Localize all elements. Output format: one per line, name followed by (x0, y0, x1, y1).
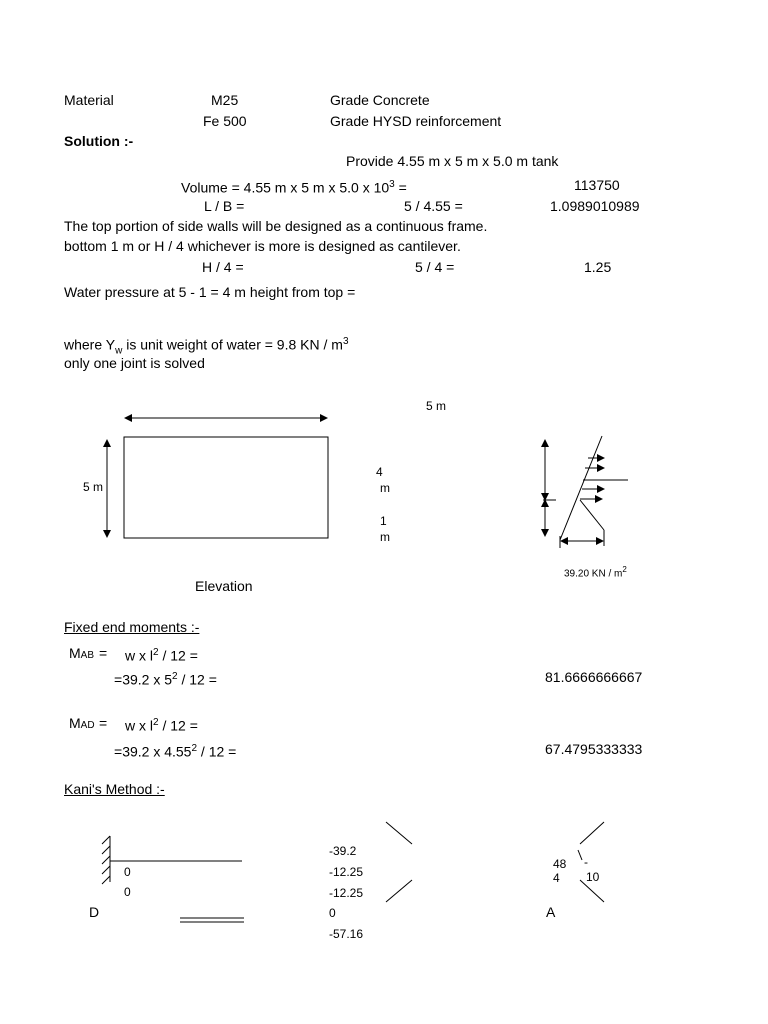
steel-grade: Fe 500 (203, 113, 247, 129)
ratio-value: 1.0989010989 (550, 198, 640, 214)
mab-calc-pre: 39.2 x 5 (122, 671, 173, 688)
h4-expr: 5 / 4 = (415, 259, 455, 275)
mid-dim-a: 4 (376, 465, 383, 479)
mab-calc-sup: 2 (172, 671, 178, 682)
pressure-label (564, 562, 627, 582)
mab-label (69, 645, 94, 664)
steel-desc: Grade HYSD reinforcement (330, 113, 502, 129)
uw-mid: is unit weight of water = 9.8 KN / m (122, 336, 343, 353)
joint-a-label: A (546, 904, 556, 920)
h4-value: 1.25 (584, 259, 612, 275)
mad-calc: =39.2 x 4.55$^2$ / 12 = (114, 743, 237, 760)
mid-dim-b-unit: m (380, 530, 390, 544)
mab-sub: AB (80, 650, 95, 661)
mab-m: M (69, 645, 81, 661)
mad-calc-end: / 12 = (197, 743, 237, 760)
water-pressure-text: Water pressure at 5 - 1 = 4 m height from top = (64, 284, 356, 300)
mid-value-4: 0 (329, 906, 336, 920)
text-line-2: bottom 1 m or H / 4 whichever is more is designed as cantilever. (64, 238, 461, 254)
mid-dim-a-unit: m (380, 481, 390, 495)
mab-calc-end: / 12 = (177, 671, 217, 688)
volume-value: 113750 (574, 177, 620, 193)
mid-value-3: -12.25 (329, 886, 364, 900)
mad-value: 67.4795333333 (545, 741, 643, 757)
pressure-label-text: 39.20 KN / m (564, 568, 623, 580)
a-top-value: 48 (553, 857, 567, 871)
mab-formula (125, 645, 198, 664)
uw-sup: 3 (342, 336, 349, 347)
pressure-label-sup: 2 (622, 565, 627, 574)
mab-formula-text: w x l (125, 647, 153, 664)
mab-formula-sup: 2 (153, 647, 159, 658)
joint-d-label: D (89, 904, 100, 920)
mab-formula-end: / 12 = (158, 647, 198, 664)
left-dim-label: 5 m (83, 480, 104, 494)
mad-formula (125, 715, 198, 734)
mad-label (69, 715, 95, 734)
uw-sub: w (115, 345, 123, 357)
mad-calc-sup: 2 (191, 743, 198, 754)
text-line-1: The top portion of side walls will be designed as a continuous frame. (64, 218, 488, 234)
a-dash: - (584, 855, 588, 869)
volume-expr-text: Volume = 4.55 m x 5 m x 5.0 x 10 (181, 179, 390, 196)
mad-calc-pre: 39.2 x 4.55 (122, 743, 192, 760)
fem-heading: Fixed end moments :- (64, 619, 200, 635)
mad-m: M (69, 715, 81, 731)
mab-value: 81.6666666667 (545, 669, 643, 685)
d-value-1: 0 (124, 865, 131, 879)
tank-elevation-rect (124, 437, 328, 538)
volume-eq: = (394, 179, 407, 196)
solution-heading: Solution :- (64, 133, 134, 149)
material-label: Material (64, 92, 114, 108)
mid-value-2: -12.25 (329, 865, 364, 879)
uw-pre: where Y (64, 336, 116, 353)
mad-formula-sup: 2 (153, 717, 159, 728)
concrete-desc: Grade Concrete (330, 92, 430, 108)
top-dim-label: 5 m (426, 399, 447, 413)
mid-value-1: -39.2 (329, 844, 357, 858)
mid-value-5: -57.16 (329, 927, 364, 941)
ratio-label: L / B = (204, 198, 245, 214)
kani-heading: Kani's Method :- (64, 781, 165, 797)
h4-label: H / 4 = (202, 259, 244, 275)
elevation-caption: Elevation (195, 578, 253, 594)
joint-note: only one joint is solved (64, 355, 205, 371)
a-bottom-value: 4 (553, 871, 560, 885)
mad-formula-text: w x l (125, 717, 153, 734)
provide-line: Provide 4.55 m x 5 m x 5.0 m tank (346, 153, 559, 169)
mad-formula-end: / 12 = (158, 717, 198, 734)
a-right-value: 10 (586, 870, 600, 884)
concrete-grade: M25 (211, 92, 239, 108)
mid-dim-b: 1 (380, 514, 387, 528)
mab-eq-sign: = (99, 645, 108, 661)
pressure-wall-line (560, 436, 602, 540)
volume-exponent: 3 (389, 179, 395, 190)
d-value-2: 0 (124, 885, 131, 899)
mad-sub: AD (80, 720, 95, 731)
ratio-expr: 5 / 4.55 = (404, 198, 463, 214)
mad-eq-sign: = (99, 715, 108, 731)
mab-calc: =39.2 x $5^2 / 12$ = (114, 671, 217, 688)
